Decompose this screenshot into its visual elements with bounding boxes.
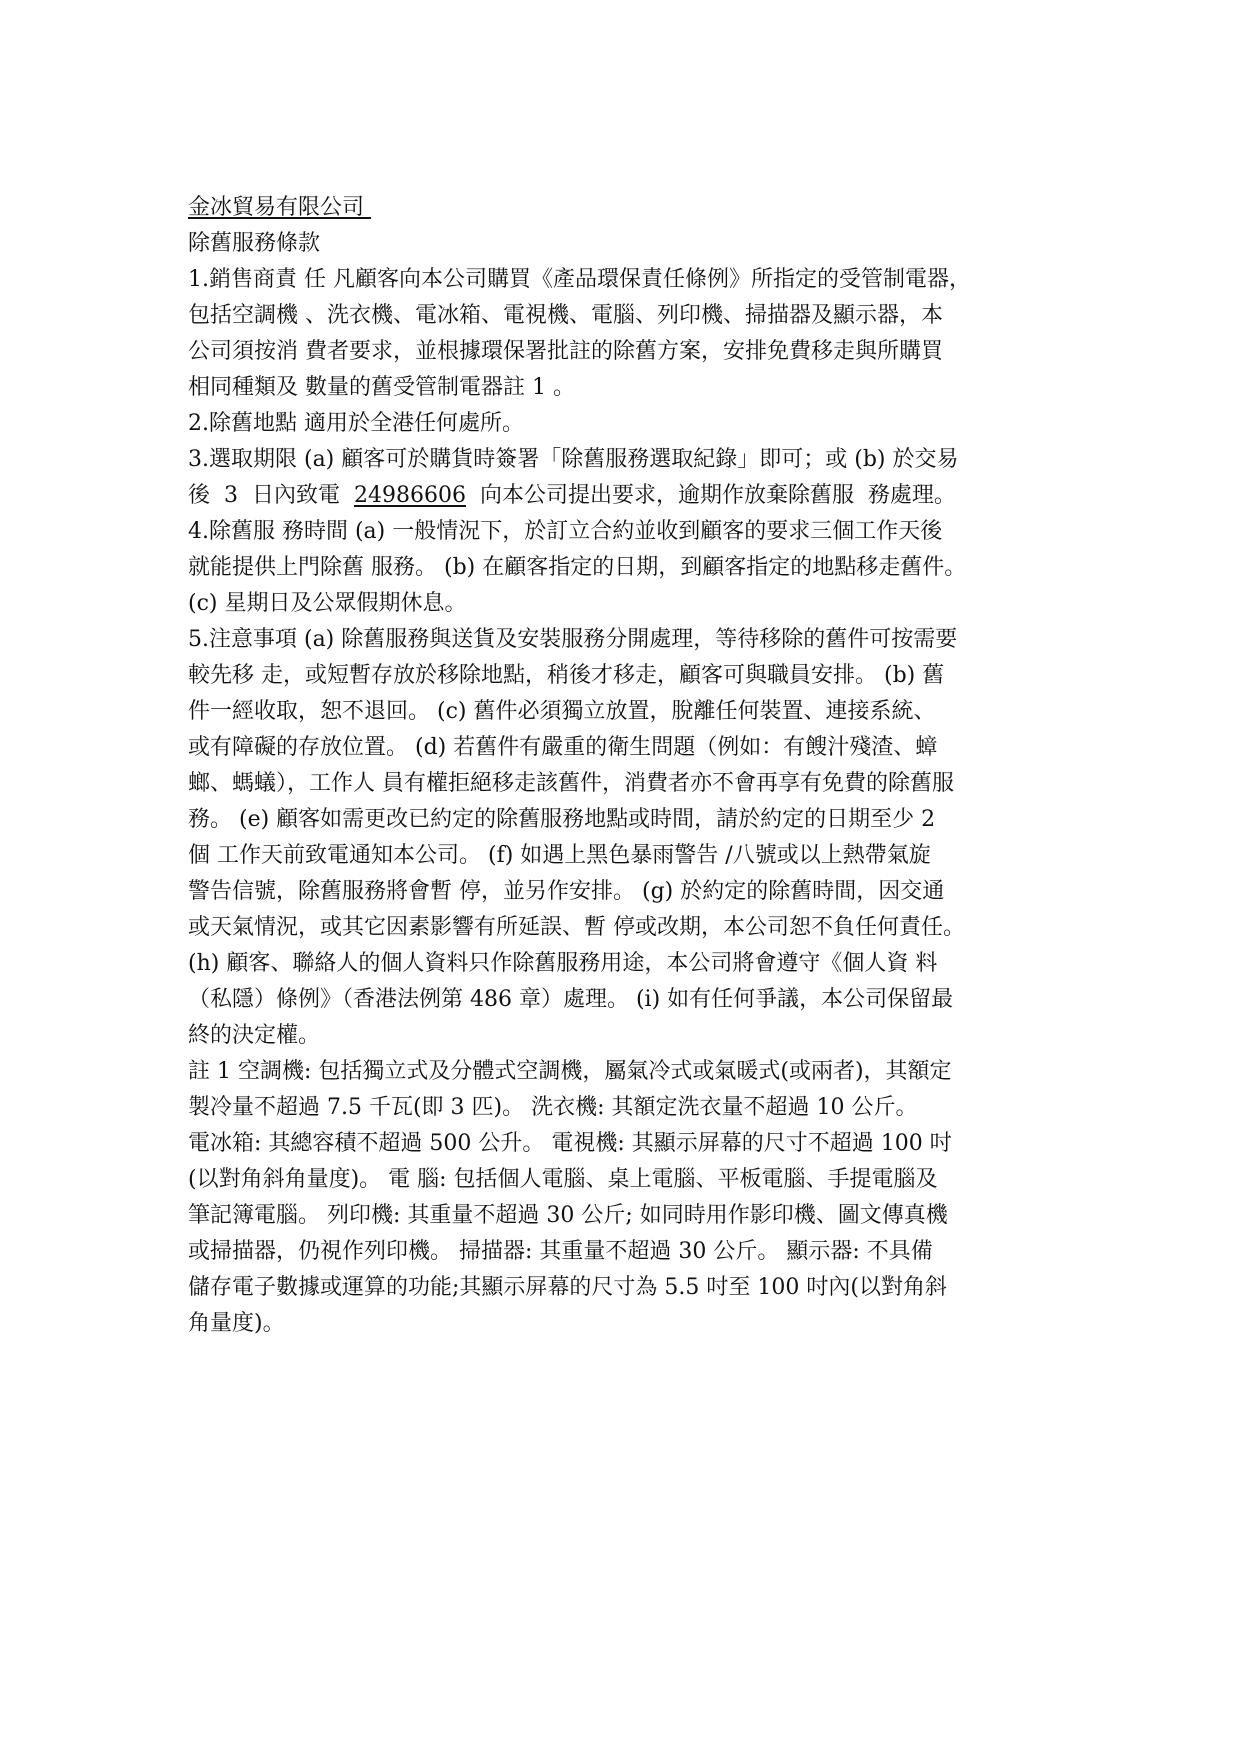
section-5-line-7: 個 工作天前致電通知本公司。 (f) 如遇上黑色暴雨警告 /八號或以上熱帶氣旋 [188,843,931,868]
section-2: 2.除舊地點 適用於全港任何處所。 [188,411,524,436]
section-5-line-5: 螂、螞蟻），工作人 員有權拒絕移走該舊件，消費者亦不會再享有免費的除舊服 [188,771,954,796]
note-line-1: 註 1 空調機: 包括獨立式及分體式空調機，屬氣冷式或氣暖式(或兩者)，其額定 [188,1059,952,1084]
note-line-8: 角量度)。 [188,1311,285,1336]
phone-number: 24986606 [353,483,466,508]
section-5-line-10: (h) 顧客、聯絡人的個人資料只作除舊服務用途，本公司將會遵守《個人資 料 [188,951,938,976]
section-3-line-1: 3.選取期限 (a) 顧客可於購貨時簽署「除舊服務選取紀錄」即可；或 (b) 於交易 [188,447,959,472]
company-name-line [188,190,1088,226]
section-3-text-b: 向本公司提出要求，逾期作放棄除舊服 務處理。 [465,483,956,508]
section-5-line-8: 警告信號，除舊服務將會暫 停，並另作安排。 (g) 於約定的除舊時間，因交通 [188,879,945,904]
note-line-2: 製冷量不超過 7.5 千瓦(即 3 匹)。 洗衣機: 其額定洗衣量不超過 10 公斤。 [188,1095,918,1120]
section-1-line-3: 公司須按消 費者要求，並根據環保署批註的除舊方案，安排免費移走與所購買 [188,339,943,364]
document-body [188,190,1088,1342]
note-line-4: (以對角斜角量度)。 電 腦: 包括個人電腦、桌上電腦、平板電腦、手提電腦及 [188,1167,938,1192]
note-line-3: 電冰箱: 其總容積不超過 500 公升。 電視機: 其顯示屏幕的尺寸不超過 100 吋 [188,1131,952,1156]
section-4-line-1: 4.除舊服 務時間 (a) 一般情況下，於訂立合約並收到顧客的要求三個工作天後 [188,519,943,544]
section-5-line-3: 件一經收取，恕不退回。 (c) 舊件必須獨立放置，脫離任何裝置、連接系統、 [188,699,936,724]
document-title: 除舊服務條款 [188,231,321,256]
note-line-7: 儲存電子數據或運算的功能;其顯示屏幕的尺寸為 5.5 吋至 100 吋內(以對角斜 [188,1275,947,1300]
section-1-line-2: 包括空調機 、洗衣機、電冰箱、電視機、電腦、列印機、掃描器及顯示器，本 [188,303,943,328]
section-3-text-a: 後 3 日內致電 [188,483,354,508]
note-line-6: 或掃描器，仍視作列印機。 掃描器: 其重量不超過 30 公斤。 顯示器: 不具備 [188,1239,933,1264]
section-4-line-2: 就能提供上門除舊 服務。 (b) 在顧客指定的日期，到顧客指定的地點移走舊件。 [188,555,967,580]
section-1-line-4: 相同種類及 數量的舊受管制電器註 1 。 [188,375,575,400]
section-5-line-6: 務。 (e) 顧客如需更改已約定的除舊服務地點或時間，請於約定的日期至少 2 [188,807,936,832]
section-5-line-2: 較先移 走，或短暫存放於移除地點，稍後才移走，顧客可與職員安排。 (b) 舊 [188,663,945,688]
company-name: 金冰貿易有限公司 [188,195,371,220]
section-5-line-9: 或天氣情況，或其它因素影響有所延誤、暫 停或改期，本公司恕不負任何責任。 [188,915,965,940]
section-3-line-2 [188,478,1088,514]
note-line-5: 筆記簿電腦。 列印機: 其重量不超過 30 公斤; 如同時用作影印機、圖文傳真機 [188,1203,948,1228]
section-5-line-1: 5.注意事項 (a) 除舊服務與送貨及安裝服務分開處理，等待移除的舊件可按需要 [188,627,958,652]
section-5-line-11: （私隱）條例》（香港法例第 486 章）處理。 (i) 如有任何爭議，本公司保留最 [188,987,954,1012]
section-1-line-1: 1.銷售商責 任 凡顧客向本公司購買《產品環保責任條例》所指定的受管制電器， [188,267,971,292]
section-5-line-12: 終的決定權。 [188,1023,321,1048]
section-5-line-4: 或有障礙的存放位置。 (d) 若舊件有嚴重的衛生問題（例如：有餿汁殘渣、蟑 [188,735,938,760]
section-4-line-3: (c) 星期日及公眾假期休息。 [188,591,467,616]
